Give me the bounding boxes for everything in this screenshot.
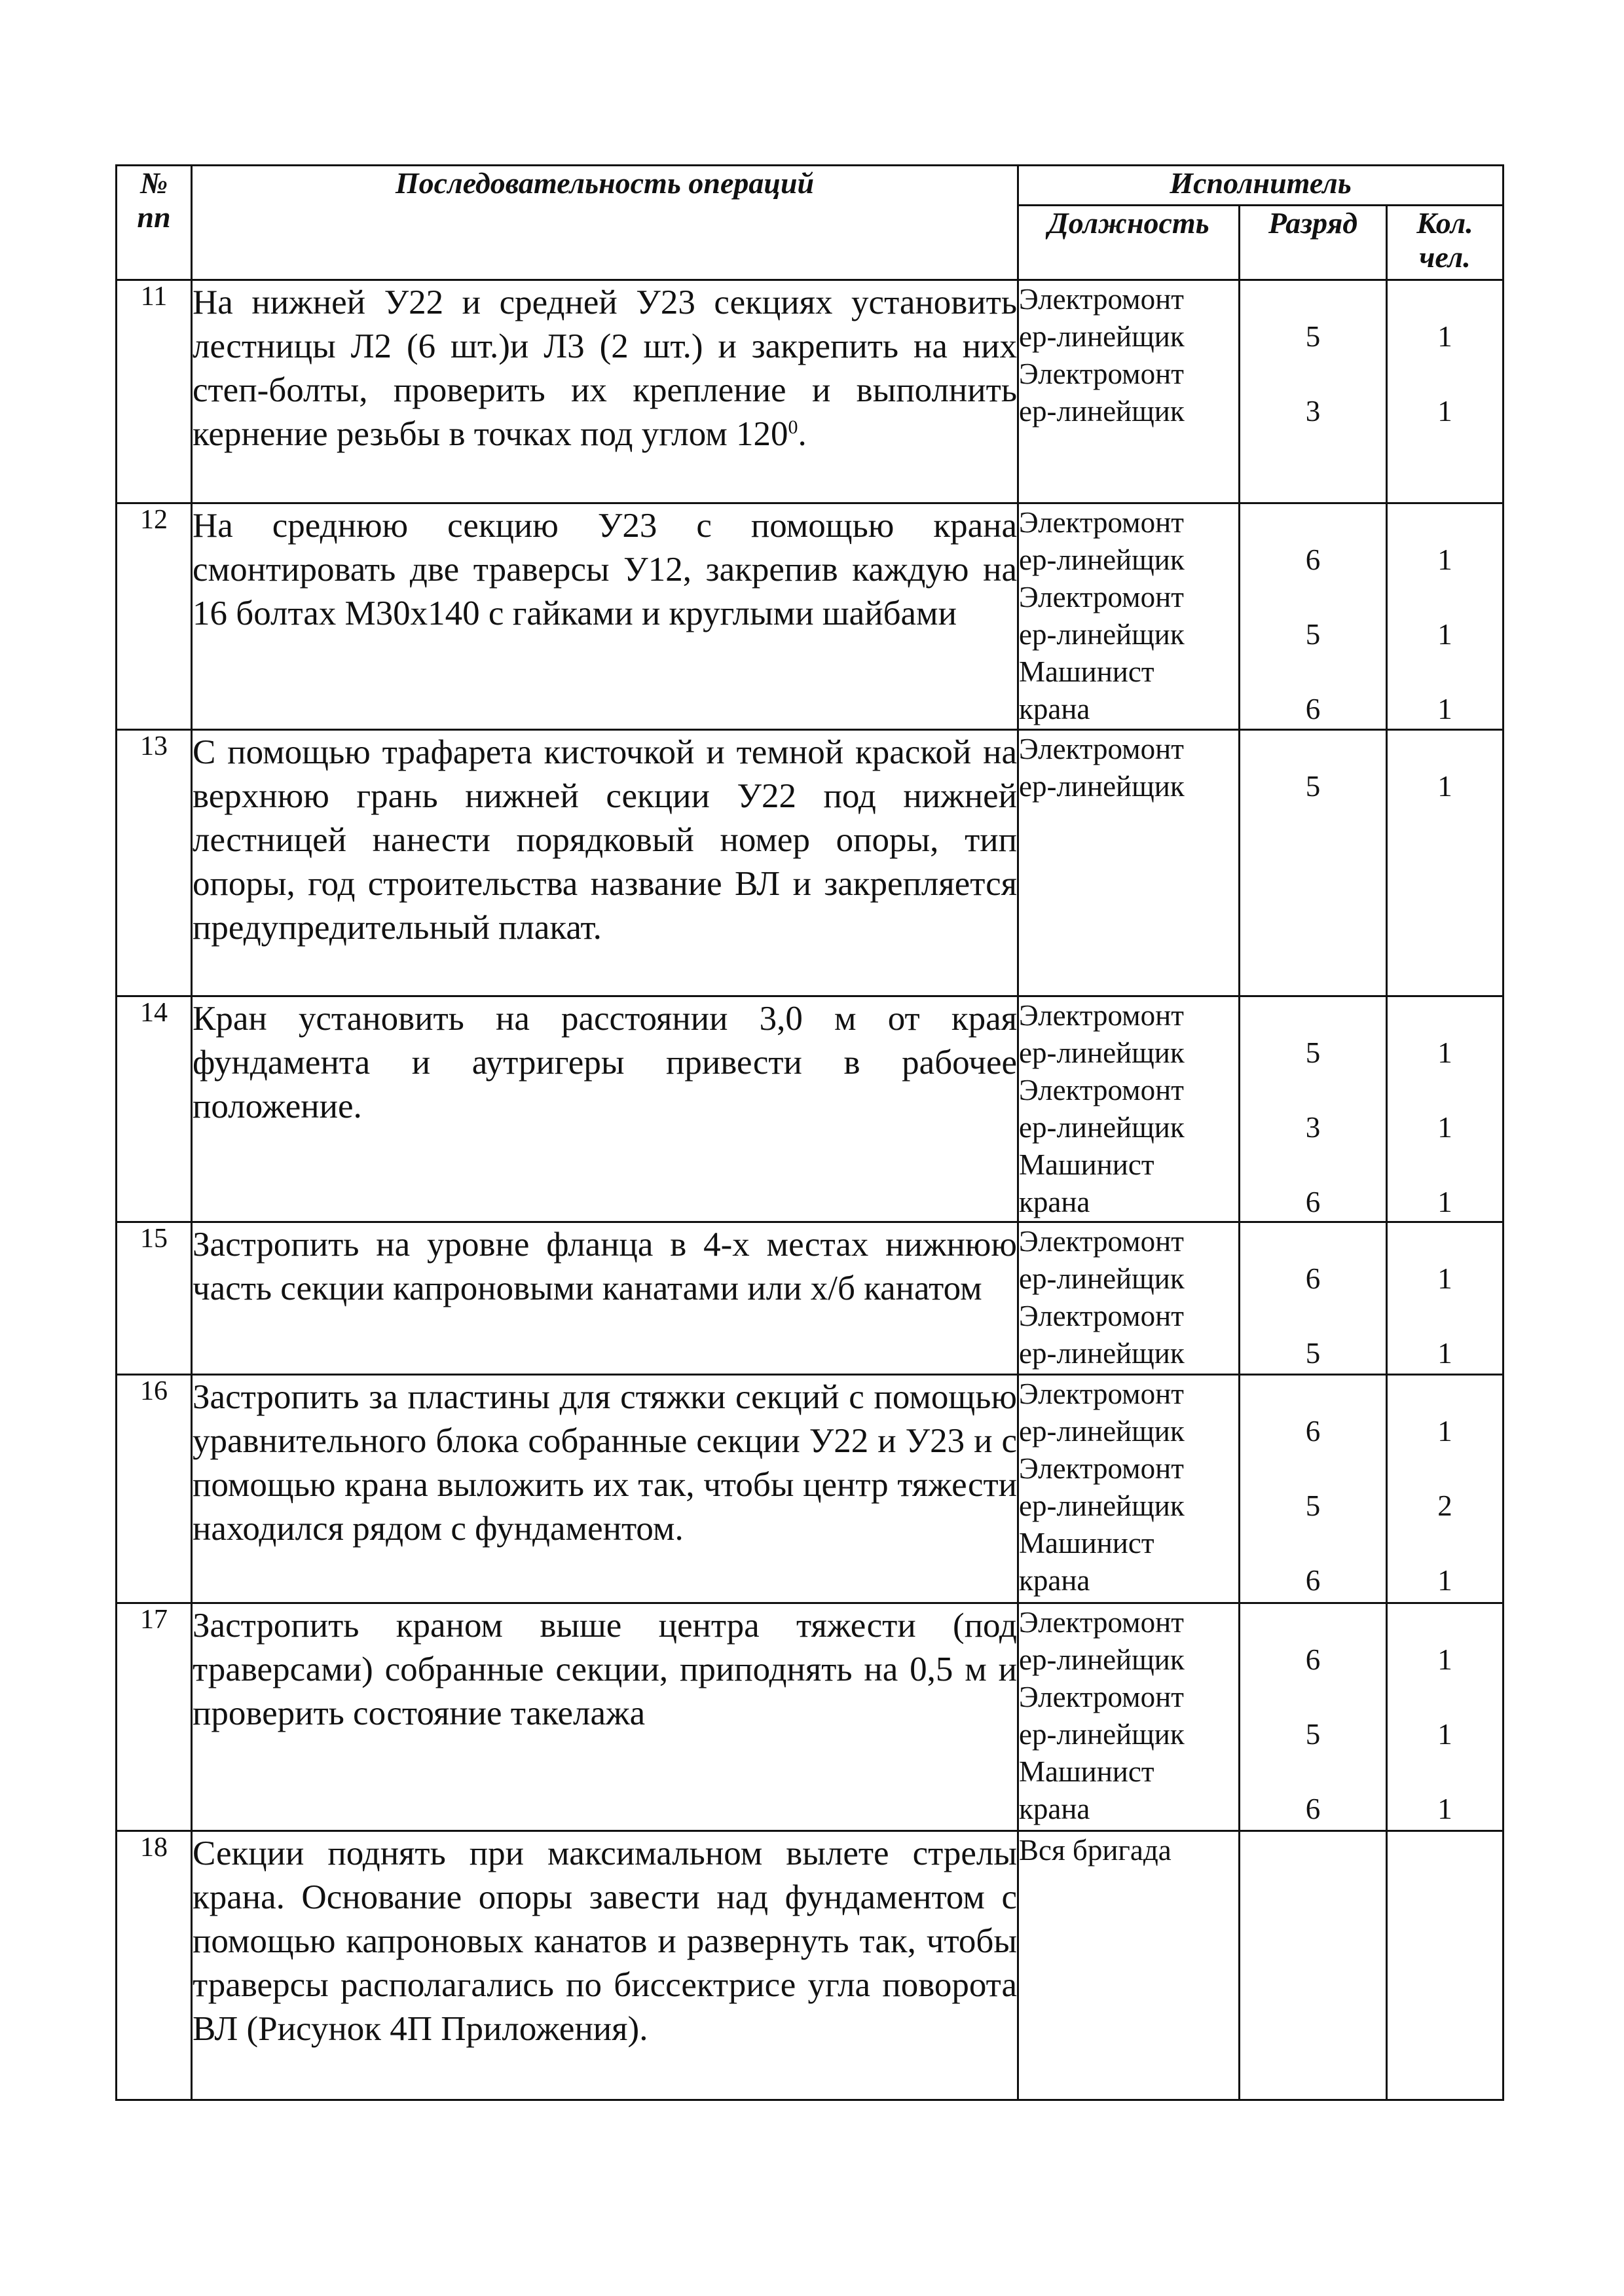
operation-text-end: . xyxy=(798,415,807,453)
grade-cell xyxy=(1240,1831,1387,2100)
count-value xyxy=(1388,653,1502,691)
count-value xyxy=(1388,997,1502,1034)
count-value xyxy=(1388,1753,1502,1791)
position-value: Электромонт xyxy=(1019,1074,1184,1106)
count-value xyxy=(1388,1679,1502,1716)
grade-value: 6 xyxy=(1305,1262,1321,1295)
grade-value: 6 xyxy=(1305,1564,1321,1597)
position-value: Машинист xyxy=(1019,1755,1154,1788)
grade-value: 6 xyxy=(1305,1643,1321,1676)
count-value xyxy=(1388,579,1502,616)
operation-description xyxy=(192,1831,1018,2100)
grade-cell xyxy=(1240,996,1387,1222)
count-cell xyxy=(1387,1603,1504,1831)
header-count xyxy=(1387,206,1504,280)
position-value: Электромонт xyxy=(1019,581,1184,613)
count-value xyxy=(1388,731,1502,768)
position-value: ер-линейщик xyxy=(1019,1036,1185,1069)
grade-cell xyxy=(1240,1375,1387,1603)
grade-cell xyxy=(1240,280,1387,503)
position-value: Электромонт xyxy=(1019,1225,1184,1258)
position-value: Электромонт xyxy=(1019,283,1184,316)
grade-cell xyxy=(1240,1603,1387,1831)
table-row xyxy=(117,1375,1504,1603)
position-value: ер-линейщик xyxy=(1019,543,1185,576)
count-cell xyxy=(1387,503,1504,730)
position-value: ер-линейщик xyxy=(1019,618,1185,651)
count-cell xyxy=(1387,1375,1504,1603)
row-number: 13 xyxy=(117,730,192,996)
table-row xyxy=(117,730,1504,996)
grade-value xyxy=(1240,653,1386,691)
grade-cell xyxy=(1240,503,1387,730)
header-sequence: Последовательность операций xyxy=(192,166,1018,280)
grade-value xyxy=(1240,1450,1386,1487)
grade-value: 5 xyxy=(1305,1036,1321,1069)
grade-value: 6 xyxy=(1305,1793,1321,1825)
operation-text: Застропить за пластины для стяжки секций с помощью уравнительного блока собранные секции У22 и У23 и с помощью крана выложить их так, чтобы центр тяжести находился рядом с фундаментом. xyxy=(193,1378,1017,1548)
grade-value xyxy=(1240,355,1386,393)
count-value xyxy=(1388,1832,1502,1869)
grade-value: 5 xyxy=(1305,1489,1321,1522)
count-cell xyxy=(1387,280,1504,503)
grade-value xyxy=(1240,1525,1386,1562)
header-number-label-2: пп xyxy=(137,200,171,234)
table-row xyxy=(117,280,1504,503)
header-number xyxy=(117,166,192,280)
row-number: 11 xyxy=(117,280,192,503)
grade-value xyxy=(1240,1146,1386,1184)
count-value xyxy=(1388,1072,1502,1109)
row-number: 15 xyxy=(117,1222,192,1375)
count-value xyxy=(1388,355,1502,393)
table-row xyxy=(117,503,1504,730)
count-value: 1 xyxy=(1437,1036,1452,1069)
count-value xyxy=(1388,1604,1502,1641)
grade-value xyxy=(1240,1832,1386,1869)
position-value: ер-линейщик xyxy=(1019,1262,1185,1295)
count-value: 2 xyxy=(1437,1489,1452,1522)
position-cell xyxy=(1018,1603,1240,1831)
grade-value: 5 xyxy=(1305,1337,1321,1370)
count-value xyxy=(1388,1376,1502,1413)
header-executor: Исполнитель xyxy=(1018,166,1504,206)
count-cell xyxy=(1387,996,1504,1222)
grade-value: 5 xyxy=(1305,320,1321,353)
grade-value xyxy=(1240,1679,1386,1716)
header-number-label: № xyxy=(139,166,168,200)
position-value: ер-линейщик xyxy=(1019,1111,1185,1144)
grade-value xyxy=(1240,579,1386,616)
operations-table xyxy=(115,164,1504,2101)
position-value: Машинист xyxy=(1019,1148,1154,1181)
row-number: 16 xyxy=(117,1375,192,1603)
position-value: ер-линейщик xyxy=(1019,1718,1185,1751)
grade-value xyxy=(1240,1223,1386,1260)
position-cell xyxy=(1018,1831,1240,2100)
operation-text: На среднюю секцию У23 с помощью крана смонтировать две траверсы У12, закрепив каждую на 16 болтах М30х140 с гайками и круглыми шайбами xyxy=(193,507,1017,632)
position-value: крана xyxy=(1019,693,1090,725)
position-value: Электромонт xyxy=(1019,1606,1184,1639)
grade-value: 3 xyxy=(1305,1111,1321,1144)
count-value xyxy=(1388,1450,1502,1487)
count-value: 1 xyxy=(1437,320,1452,353)
grade-value xyxy=(1240,1072,1386,1109)
position-value: Электромонт xyxy=(1019,999,1184,1032)
operation-text: Застропить на уровне фланца в 4-х местах нижнюю часть секции капроновыми канатами или х/б канатом xyxy=(193,1226,1017,1307)
position-value: крана xyxy=(1019,1186,1090,1218)
count-value: 1 xyxy=(1437,1262,1452,1295)
grade-cell xyxy=(1240,1222,1387,1375)
table-row xyxy=(117,996,1504,1222)
row-number: 14 xyxy=(117,996,192,1222)
grade-value xyxy=(1240,997,1386,1034)
position-value: Электромонт xyxy=(1019,1300,1184,1332)
operation-text: Застропить краном выше центра тяжести (под траверсами) собранные секции, приподнять на 0,5 м и проверить состояние такелажа xyxy=(193,1607,1017,1732)
grade-value xyxy=(1240,1753,1386,1791)
position-value: Машинист xyxy=(1019,1527,1154,1559)
count-value: 1 xyxy=(1437,1337,1452,1370)
operation-description xyxy=(192,280,1018,503)
operation-text: С помощью трафарета кисточкой и темной краской на верхнюю грань нижней секции У22 под нижней лестницей нанести порядковый номер опоры, тип опоры, год строительства название ВЛ и закрепляется предупредительный плакат. xyxy=(193,733,1017,947)
grade-value xyxy=(1240,1604,1386,1641)
position-cell xyxy=(1018,280,1240,503)
grade-value: 6 xyxy=(1305,693,1321,725)
position-value: ер-линейщик xyxy=(1019,395,1185,428)
grade-value: 6 xyxy=(1305,1186,1321,1218)
position-value: Электромонт xyxy=(1019,357,1184,390)
position-value: ер-линейщик xyxy=(1019,1643,1185,1676)
operation-description xyxy=(192,730,1018,996)
grade-value: 5 xyxy=(1305,1718,1321,1751)
header-position: Должность xyxy=(1018,206,1240,280)
position-value: ер-линейщик xyxy=(1019,1489,1185,1522)
position-cell xyxy=(1018,1375,1240,1603)
operation-description xyxy=(192,1222,1018,1375)
count-value: 1 xyxy=(1437,618,1452,651)
table-row xyxy=(117,1222,1504,1375)
count-value xyxy=(1388,1525,1502,1562)
header-count-label-2: чел. xyxy=(1419,240,1471,274)
count-value: 1 xyxy=(1437,1643,1452,1676)
position-value: ер-линейщик xyxy=(1019,1337,1185,1370)
count-value: 1 xyxy=(1437,770,1452,803)
count-value: 1 xyxy=(1437,1111,1452,1144)
grade-cell xyxy=(1240,730,1387,996)
grade-value: 5 xyxy=(1305,618,1321,651)
count-value xyxy=(1388,1298,1502,1335)
position-value: Машинист xyxy=(1019,655,1154,688)
position-value: Электромонт xyxy=(1019,733,1184,765)
grade-value: 3 xyxy=(1305,395,1321,428)
operation-description xyxy=(192,1603,1018,1831)
table-row xyxy=(117,1603,1504,1831)
position-value: Электромонт xyxy=(1019,1377,1184,1410)
count-value: 1 xyxy=(1437,1186,1452,1218)
count-value: 1 xyxy=(1437,1793,1452,1825)
position-cell xyxy=(1018,1222,1240,1375)
grade-value xyxy=(1240,1298,1386,1335)
count-value xyxy=(1388,504,1502,541)
position-cell xyxy=(1018,730,1240,996)
row-number: 17 xyxy=(117,1603,192,1831)
count-value: 1 xyxy=(1437,1718,1452,1751)
operation-description xyxy=(192,996,1018,1222)
grade-value: 6 xyxy=(1305,543,1321,576)
count-cell xyxy=(1387,730,1504,996)
count-cell xyxy=(1387,1831,1504,2100)
header-grade: Разряд xyxy=(1240,206,1387,280)
count-value xyxy=(1388,1223,1502,1260)
count-value xyxy=(1388,1146,1502,1184)
count-value: 1 xyxy=(1437,543,1452,576)
grade-value xyxy=(1240,504,1386,541)
operation-description xyxy=(192,1375,1018,1603)
position-value: Электромонт xyxy=(1019,1452,1184,1485)
position-cell xyxy=(1018,996,1240,1222)
count-value: 1 xyxy=(1437,1415,1452,1448)
row-number: 12 xyxy=(117,503,192,730)
position-value: Электромонт xyxy=(1019,1681,1184,1713)
position-value: ер-линейщик xyxy=(1019,1415,1185,1448)
position-value: ер-линейщик xyxy=(1019,770,1185,803)
count-value xyxy=(1388,281,1502,318)
operation-text: Кран установить на расстоянии 3,0 м от края фундамента и аутригеры привести в рабочее положение. xyxy=(193,1000,1017,1125)
count-value: 1 xyxy=(1437,395,1452,428)
position-value: крана xyxy=(1019,1793,1090,1825)
table-row xyxy=(117,1831,1504,2100)
count-cell xyxy=(1387,1222,1504,1375)
position-cell xyxy=(1018,503,1240,730)
position-value: ер-линейщик xyxy=(1019,320,1185,353)
header-count-label: Кол. xyxy=(1416,206,1473,240)
operation-text: Секции поднять при максимальном вылете стрелы крана. Основание опоры завести над фундаментом с помощью капроновых канатов и развернуть так, чтобы траверсы располагались по биссектрисе угла поворота ВЛ (Рисунок 4П Приложения). xyxy=(193,1834,1017,2048)
position-value: Электромонт xyxy=(1019,506,1184,539)
position-value: крана xyxy=(1019,1564,1090,1597)
grade-value xyxy=(1240,731,1386,768)
position-value: Вся бригада xyxy=(1019,1834,1172,1867)
operation-text: На нижней У22 и средней У23 секциях установить лестницы Л2 (6 шт.)и Л3 (2 шт.) и закрепить на них степ-болты, проверить их крепление и выполнить кернение резьбы в точках под углом 120 xyxy=(193,283,1017,453)
grade-value xyxy=(1240,281,1386,318)
degree-superscript: 0 xyxy=(788,416,798,438)
grade-value: 5 xyxy=(1305,770,1321,803)
operation-description xyxy=(192,503,1018,730)
count-value: 1 xyxy=(1437,1564,1452,1597)
grade-value: 6 xyxy=(1305,1415,1321,1448)
row-number: 18 xyxy=(117,1831,192,2100)
count-value: 1 xyxy=(1437,693,1452,725)
grade-value xyxy=(1240,1376,1386,1413)
